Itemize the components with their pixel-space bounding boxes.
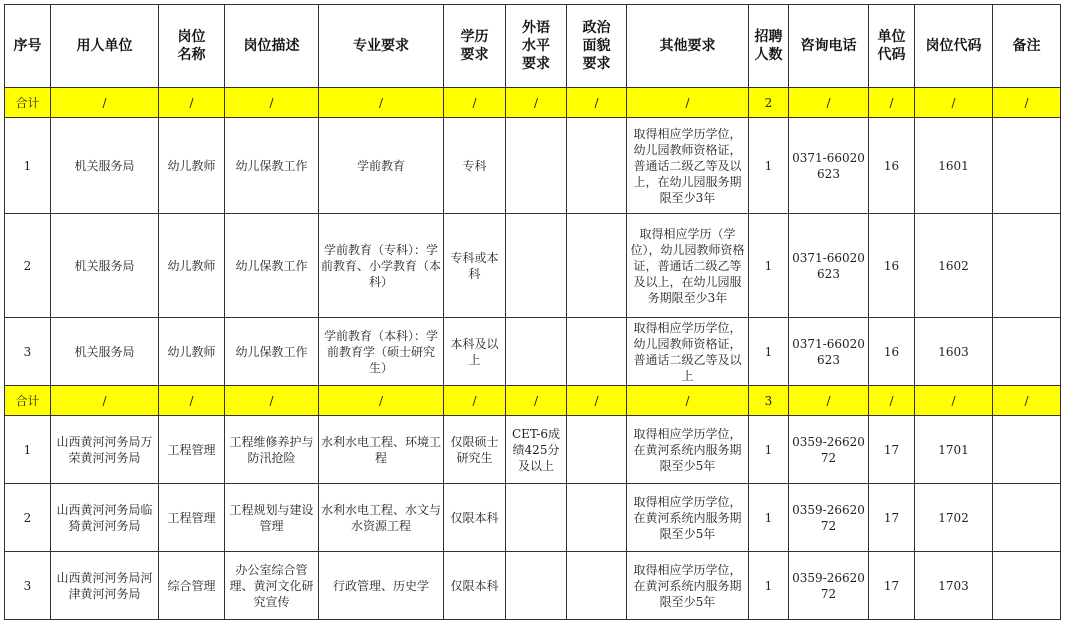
summary-slash: /: [869, 88, 915, 118]
summary-label: 合计: [5, 88, 51, 118]
cell-other: 取得相应学历学位，在黄河系统内服务期限至少5年: [627, 552, 749, 620]
cell-post-code: 1601: [915, 118, 993, 214]
summary-slash: /: [567, 386, 627, 416]
cell-unit: 山西黄河河务局临猗黄河河务局: [51, 484, 159, 552]
cell-lang: [506, 318, 567, 386]
cell-unit: 机关服务局: [51, 318, 159, 386]
cell-major: 学前教育: [319, 118, 444, 214]
summary-slash: /: [159, 88, 225, 118]
cell-seq: 2: [5, 214, 51, 318]
summary-count: 3: [749, 386, 789, 416]
header-edu: 学历 要求: [444, 5, 506, 88]
cell-major: 学前教育（本科）：学前教育学（硕士研究生）: [319, 318, 444, 386]
summary-slash: /: [506, 386, 567, 416]
cell-other: 取得相应学历（学位），幼儿园教师资格证，普通话二级乙等及以上，在幼儿园服务期限至少3年: [627, 214, 749, 318]
summary-row: [5, 88, 1061, 118]
recruitment-table-container: [4, 4, 1061, 620]
summary-slash: /: [159, 386, 225, 416]
cell-num: 1: [749, 318, 789, 386]
header-num: 招聘 人数: [749, 5, 789, 88]
cell-other: 取得相应学历学位，幼儿园教师资格证，普通话二级乙等及以上，在幼儿园服务期限至少3年: [627, 118, 749, 214]
cell-phone: 0371-66020623: [789, 318, 869, 386]
cell-edu: 仅限本科: [444, 484, 506, 552]
cell-post-code: 1701: [915, 416, 993, 484]
summary-label: 合计: [5, 386, 51, 416]
cell-lang: [506, 118, 567, 214]
summary-slash: /: [319, 88, 444, 118]
header-other: 其他要求: [627, 5, 749, 88]
cell-edu: 专科或本科: [444, 214, 506, 318]
table-row: [5, 552, 1061, 620]
cell-desc: 幼儿保教工作: [225, 118, 319, 214]
cell-politics: [567, 214, 627, 318]
cell-unit: 机关服务局: [51, 118, 159, 214]
summary-slash: /: [444, 88, 506, 118]
cell-unit-code: 16: [869, 318, 915, 386]
header-unit: 用人单位: [51, 5, 159, 88]
cell-post: 工程管理: [159, 484, 225, 552]
cell-phone: 0359-2662072: [789, 416, 869, 484]
recruitment-table: [4, 4, 1061, 620]
cell-other: 取得相应学历学位，在黄河系统内服务期限至少5年: [627, 416, 749, 484]
cell-phone: 0359-2662072: [789, 552, 869, 620]
cell-major: 水利水电工程、环境工程: [319, 416, 444, 484]
cell-seq: 2: [5, 484, 51, 552]
header-unit-code: 单位 代码: [869, 5, 915, 88]
summary-row: [5, 386, 1061, 416]
cell-desc: 幼儿保教工作: [225, 214, 319, 318]
cell-politics: [567, 484, 627, 552]
cell-edu: 本科及以上: [444, 318, 506, 386]
cell-unit-code: 17: [869, 552, 915, 620]
cell-num: 1: [749, 416, 789, 484]
cell-remark: [993, 318, 1061, 386]
cell-unit-code: 17: [869, 484, 915, 552]
summary-slash: /: [869, 386, 915, 416]
cell-politics: [567, 118, 627, 214]
summary-slash: /: [789, 386, 869, 416]
summary-slash: /: [567, 88, 627, 118]
header-post-code: 岗位代码: [915, 5, 993, 88]
header-remark: 备注: [993, 5, 1061, 88]
summary-slash: /: [993, 386, 1061, 416]
cell-lang: [506, 214, 567, 318]
cell-seq: 1: [5, 118, 51, 214]
cell-other: 取得相应学历学位，在黄河系统内服务期限至少5年: [627, 484, 749, 552]
cell-phone: 0359-2662072: [789, 484, 869, 552]
header-major: 专业要求: [319, 5, 444, 88]
cell-politics: [567, 552, 627, 620]
summary-slash: /: [51, 88, 159, 118]
summary-slash: /: [319, 386, 444, 416]
cell-lang: [506, 484, 567, 552]
cell-major: 水利水电工程、水文与水资源工程: [319, 484, 444, 552]
cell-unit-code: 16: [869, 214, 915, 318]
cell-seq: 3: [5, 318, 51, 386]
cell-phone: 0371-66020623: [789, 214, 869, 318]
header-seq: 序号: [5, 5, 51, 88]
cell-politics: [567, 318, 627, 386]
cell-edu: 专科: [444, 118, 506, 214]
summary-count: 2: [749, 88, 789, 118]
cell-unit: 山西黄河河务局万荣黄河河务局: [51, 416, 159, 484]
cell-remark: [993, 118, 1061, 214]
cell-post: 幼儿教师: [159, 118, 225, 214]
cell-seq: 3: [5, 552, 51, 620]
cell-remark: [993, 214, 1061, 318]
summary-slash: /: [51, 386, 159, 416]
cell-post: 幼儿教师: [159, 318, 225, 386]
summary-slash: /: [915, 88, 993, 118]
cell-remark: [993, 552, 1061, 620]
table-row: [5, 118, 1061, 214]
header-phone: 咨询电话: [789, 5, 869, 88]
cell-lang: CET-6成绩425分及以上: [506, 416, 567, 484]
summary-slash: /: [627, 88, 749, 118]
header-lang: 外语 水平 要求: [506, 5, 567, 88]
cell-desc: 办公室综合管理、黄河文化研究宣传: [225, 552, 319, 620]
cell-major: 行政管理、历史学: [319, 552, 444, 620]
cell-seq: 1: [5, 416, 51, 484]
summary-slash: /: [225, 386, 319, 416]
cell-desc: 工程规划与建设管理: [225, 484, 319, 552]
summary-slash: /: [506, 88, 567, 118]
summary-slash: /: [993, 88, 1061, 118]
summary-slash: /: [789, 88, 869, 118]
cell-unit: 山西黄河河务局河津黄河河务局: [51, 552, 159, 620]
table-row: [5, 484, 1061, 552]
cell-lang: [506, 552, 567, 620]
cell-unit-code: 16: [869, 118, 915, 214]
cell-desc: 工程维修养护与防汛抢险: [225, 416, 319, 484]
cell-post-code: 1602: [915, 214, 993, 318]
cell-unit: 机关服务局: [51, 214, 159, 318]
summary-slash: /: [627, 386, 749, 416]
cell-post: 综合管理: [159, 552, 225, 620]
cell-num: 1: [749, 484, 789, 552]
summary-slash: /: [915, 386, 993, 416]
cell-remark: [993, 484, 1061, 552]
cell-edu: 仅限本科: [444, 552, 506, 620]
table-row: [5, 214, 1061, 318]
cell-num: 1: [749, 118, 789, 214]
header-desc: 岗位描述: [225, 5, 319, 88]
cell-edu: 仅限硕士研究生: [444, 416, 506, 484]
cell-post-code: 1702: [915, 484, 993, 552]
header-politics: 政治 面貌 要求: [567, 5, 627, 88]
summary-slash: /: [444, 386, 506, 416]
cell-post-code: 1703: [915, 552, 993, 620]
cell-num: 1: [749, 552, 789, 620]
cell-major: 学前教育（专科）：学前教育、小学教育（本科）: [319, 214, 444, 318]
cell-remark: [993, 416, 1061, 484]
cell-post: 幼儿教师: [159, 214, 225, 318]
cell-desc: 幼儿保教工作: [225, 318, 319, 386]
header-row: [5, 5, 1061, 88]
table-row: [5, 318, 1061, 386]
header-post: 岗位 名称: [159, 5, 225, 88]
summary-slash: /: [225, 88, 319, 118]
cell-politics: [567, 416, 627, 484]
table-row: [5, 416, 1061, 484]
cell-phone: 0371-66020623: [789, 118, 869, 214]
cell-post: 工程管理: [159, 416, 225, 484]
cell-num: 1: [749, 214, 789, 318]
cell-other: 取得相应学历学位，幼儿园教师资格证，普通话二级乙等及以上: [627, 318, 749, 386]
cell-unit-code: 17: [869, 416, 915, 484]
cell-post-code: 1603: [915, 318, 993, 386]
